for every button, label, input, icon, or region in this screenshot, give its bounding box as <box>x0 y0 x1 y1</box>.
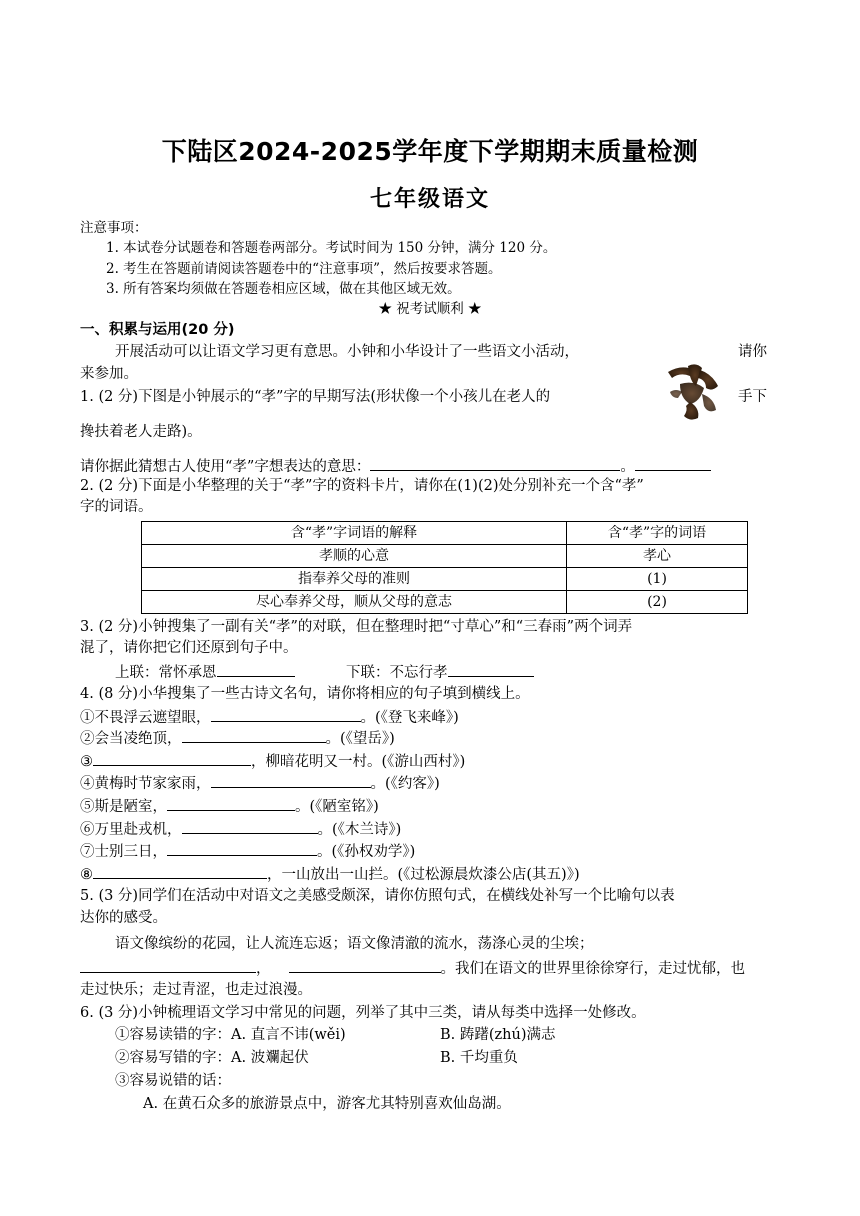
poem-item-8 <box>80 863 580 885</box>
poem-item-5 <box>80 795 379 817</box>
section-intro: 开展活动可以让语文学习更有意思。小钟和小华设计了一些语文小活动， <box>115 344 579 360</box>
q1-answer-blank[interactable] <box>370 455 620 471</box>
notice-item-2: 2. 考生在答题前请阅读答题卷中的“注意事项”，然后按要求答题。 <box>106 261 502 277</box>
table-header-row <box>142 522 748 545</box>
q1-prompt-text: 请你据此猜想古人使用“孝”字想表达的意思： <box>80 459 371 475</box>
table-row <box>142 568 748 591</box>
poem-item-7 <box>80 840 415 862</box>
q5-line-1: 5. (3 分)同学们在活动中对语文之美感受颇深，请你仿照句式，在横线处补写一个比喻句以表 <box>80 888 675 904</box>
couplet-upper-text: 上联：常怀承恩 <box>115 665 217 681</box>
poem-post: ，柳暗花明又一村。(《游山西村》) <box>251 754 466 770</box>
poem-pre: ⑦士别三日， <box>80 844 167 860</box>
q3-line-2: 混了，请你把它们还原到句子中。 <box>80 640 298 656</box>
table-header-cell: 含“孝”字词语的解释 <box>142 522 567 545</box>
couplet-lower-text: 下联：不忘行孝 <box>346 665 448 681</box>
poem-item-4 <box>80 772 440 794</box>
q1-line-1-tail: 手下 <box>738 389 767 405</box>
poem-pre: ①不畏浮云遮望眼， <box>80 710 211 726</box>
table-answer-cell-2[interactable]: (2) <box>567 591 748 614</box>
q6-category-2-b: B. 千均重负 <box>440 1050 518 1066</box>
ancient-xiao-glyph-image <box>660 358 724 424</box>
poem-pre: ②会当凌绝顶， <box>80 731 182 747</box>
poem-blank-4[interactable] <box>211 772 371 788</box>
q6-category-3: ③容易说错的话： <box>115 1073 231 1089</box>
section-intro-cont: 来参加。 <box>80 366 138 382</box>
q3-line-1: 3. (2 分)小钟搜集了一副有关“孝”的对联，但在整理时把“寸草心”和“三春雨”两个词弄 <box>80 619 633 635</box>
q5-line-4-text: 。我们在语文的世界里徐徐穿行，走过忧郁，也 <box>440 961 745 977</box>
q1-line-1: 1. (2 分)下图是小钟展示的“孝”字的早期写法(形状像一个小孩儿在老人的 <box>80 389 551 405</box>
poem-post: 。(《望岳》) <box>325 731 395 747</box>
table-cell: 孝心 <box>567 545 748 568</box>
q5-line-4 <box>80 957 745 979</box>
table-row <box>142 545 748 568</box>
poem-pre: ④黄梅时节家家雨， <box>80 776 211 792</box>
q6-category-2: ②容易写错的字：A. 波斕起伏 <box>115 1050 309 1066</box>
notice-heading: 注意事项： <box>80 220 148 236</box>
q5-line-3: 语文像缤纷的花园，让人流连忘返；语文像清澈的流水，荡涤心灵的尘埃； <box>115 936 594 952</box>
section-intro-tail: 请你 <box>738 344 767 360</box>
q1-prompt-tail: 。 <box>620 459 635 475</box>
q6-category-3-a: A. 在黄石众多的旅游景点中，游客尤其特别喜欢仙岛湖。 <box>143 1096 511 1112</box>
poem-blank-6[interactable] <box>182 818 318 834</box>
poem-pre: ⑥万里赴戎机， <box>80 822 182 838</box>
good-luck-line: ★ 祝考试顺利 ★ <box>378 301 482 317</box>
poem-pre: ⑤斯是陋室， <box>80 799 167 815</box>
poem-item-1 <box>80 706 459 728</box>
q4-stem: 4. (8 分)小华搜集了一些古诗文名句，请你将相应的句子填到横线上。 <box>80 686 530 702</box>
poem-post: ，一山放出一山拦。(《过松源晨炊漆公店(其五)》) <box>267 867 580 883</box>
poem-item-2 <box>80 727 395 749</box>
exam-title: 下陆区2024-2025学年度下学期期末质量检测 <box>161 137 699 166</box>
table-header-cell: 含“孝”字的词语 <box>567 522 748 545</box>
poem-blank-7[interactable] <box>167 840 317 856</box>
q5-line-2: 达你的感受。 <box>80 910 167 926</box>
table-answer-cell-1[interactable]: (1) <box>567 568 748 591</box>
q5-comma: ， <box>256 961 271 977</box>
poem-post: 。(《登飞来峰》) <box>360 710 459 726</box>
q5-blank-2[interactable] <box>289 957 441 973</box>
couplet-lower <box>346 661 534 683</box>
poem-blank-1[interactable] <box>211 706 361 722</box>
exam-subtitle: 七年级语文 <box>369 187 490 212</box>
poem-blank-2[interactable] <box>182 727 326 743</box>
couplet-lower-blank[interactable] <box>448 661 534 677</box>
couplet-upper-blank[interactable] <box>217 661 295 677</box>
q6-category-1: ①容易读错的字：A. 直言不讳(wěi) <box>115 1027 346 1043</box>
poem-post: 。(《木兰诗》) <box>317 822 402 838</box>
table-cell: 指奉养父母的准则 <box>142 568 567 591</box>
poem-pre: ⑧ <box>80 867 93 883</box>
poem-post: 。(《孙权劝学》) <box>317 844 416 860</box>
poem-blank-3[interactable] <box>93 750 251 766</box>
q6-stem: 6. (3 分)小钟梳理语文学习中常见的问题，列举了其中三类，请从每类中选择一处修改。 <box>80 1005 646 1021</box>
q1-prompt <box>80 455 711 477</box>
poem-blank-8[interactable] <box>93 863 267 879</box>
q5-blank-1[interactable] <box>80 957 256 973</box>
notice-item-1: 1. 本试卷分试题卷和答题卷两部分。考试时间为 150 分钟，满分 120 分。 <box>106 240 557 256</box>
table-row <box>142 591 748 614</box>
notice-item-3: 3. 所有答案均须做在答题卷相应区域，做在其他区域无效。 <box>106 281 461 297</box>
q6-category-1-b: B. 踌躇(zhú)满志 <box>440 1027 556 1043</box>
poem-blank-5[interactable] <box>167 795 295 811</box>
poem-post: 。(《约客》) <box>370 776 440 792</box>
q2-line-1: 2. (2 分)下面是小华整理的关于“孝”字的资料卡片，请你在(1)(2)处分别补充一个含“孝” <box>80 478 644 494</box>
q1-line-2: 搀扶着老人走路)。 <box>80 424 202 440</box>
table-cell: 孝顺的心意 <box>142 545 567 568</box>
table-cell: 尽心奉养父母，顺从父母的意志 <box>142 591 567 614</box>
section-heading: 一、积累与运用(20 分) <box>80 322 235 338</box>
poem-item-6 <box>80 818 401 840</box>
q5-line-5: 走过快乐；走过青涩，也走过浪漫。 <box>80 982 312 998</box>
poem-post: 。(《陋室铭》) <box>295 799 379 815</box>
q2-line-2: 字的词语。 <box>80 499 153 515</box>
q1-answer-blank-2[interactable] <box>635 455 711 471</box>
xiao-word-card-table <box>141 521 748 614</box>
poem-item-3 <box>80 750 465 772</box>
poem-pre: ③ <box>80 754 93 770</box>
couplet-upper <box>115 661 295 683</box>
